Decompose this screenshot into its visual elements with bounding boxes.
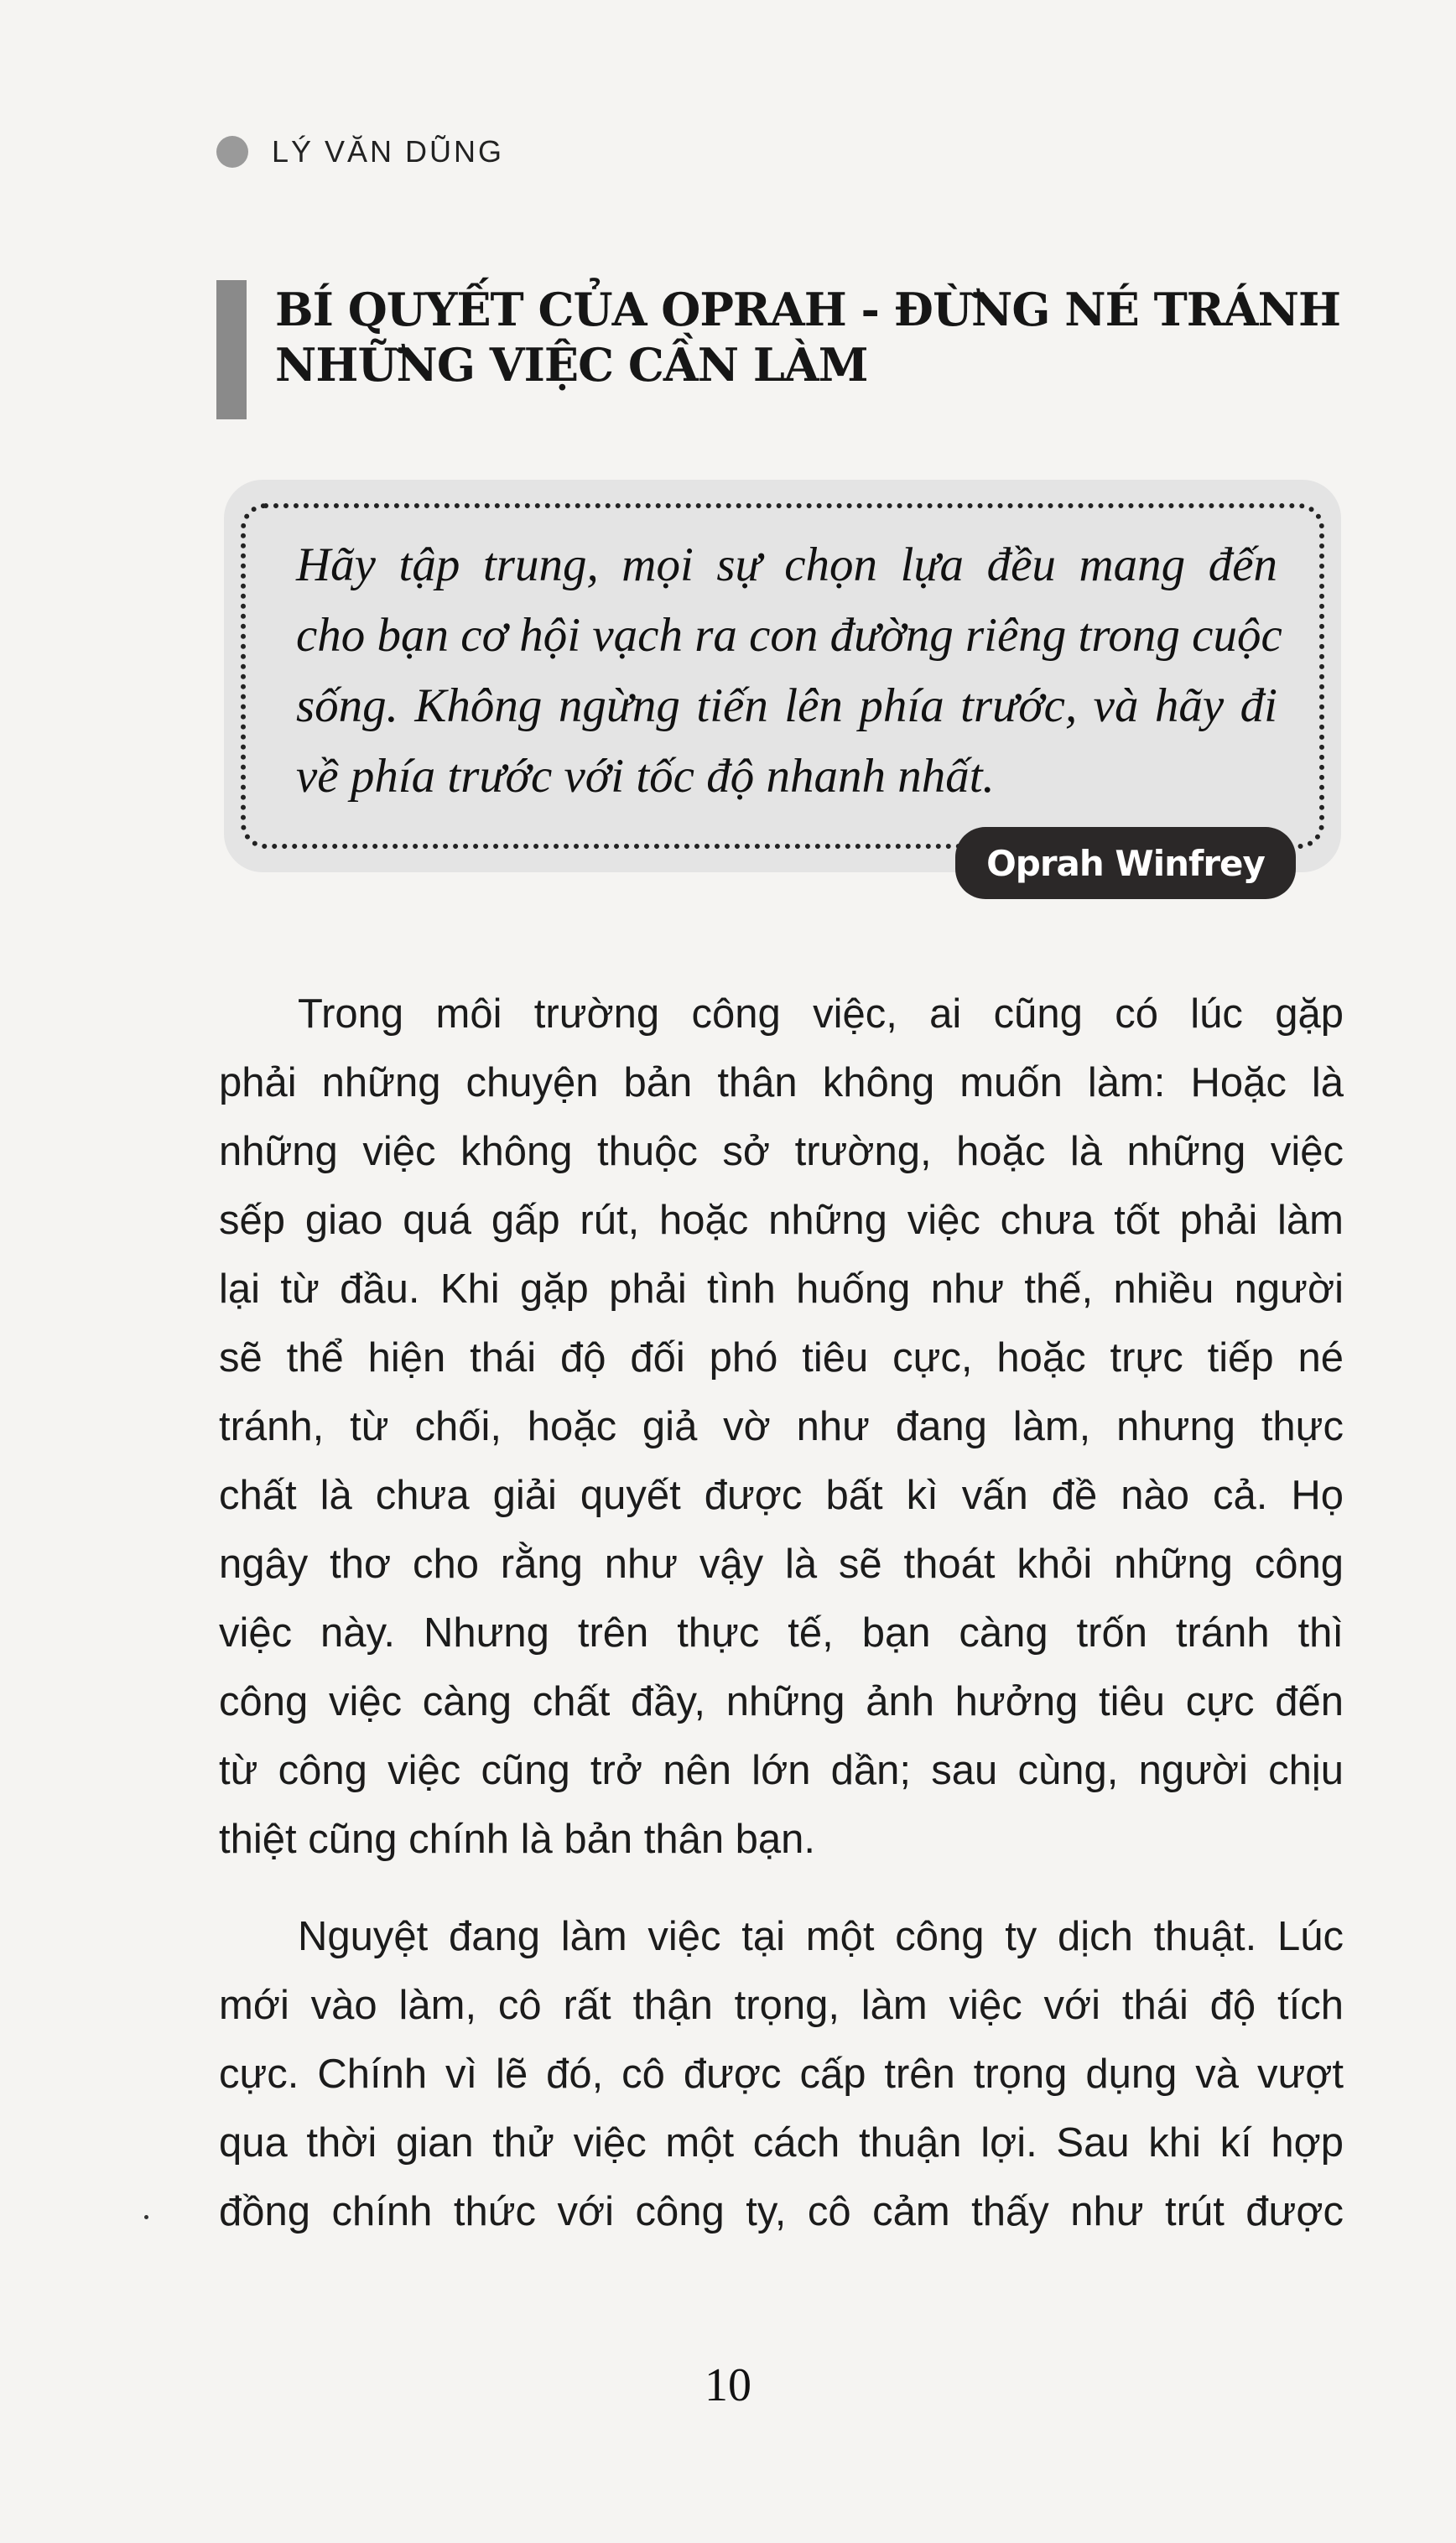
paragraph-line: Trong môi trường công việc, ai cũng có lúc gặp (298, 991, 1344, 1037)
section-title-line: NHỮNG VIỆC CẦN LÀM (275, 338, 868, 392)
paragraph-line: mới vào làm, cô rất thận trọng, làm việc với thái độ tích (219, 1983, 1344, 2028)
quote-box (224, 480, 1341, 884)
page-number: 10 (705, 2359, 751, 2411)
quote-line: cho bạn cơ hội vạch ra con đường riêng trong cuộc (296, 609, 1282, 662)
print-speck (144, 2215, 148, 2219)
paragraph-line: sẽ thể hiện thái độ đối phó tiêu cực, hoặc trực tiếp né (219, 1335, 1344, 1381)
paragraph-line: cực. Chính vì lẽ đó, cô được cấp trên trọng dụng và vượt (219, 2052, 1344, 2097)
paragraph-line: việc này. Nhưng trên thực tế, bạn càng trốn tránh thì (219, 1610, 1344, 1656)
paragraph-line: Nguyệt đang làm việc tại một công ty dịch thuật. Lúc (298, 1914, 1344, 1959)
bullet-circle-icon (216, 136, 248, 168)
title-accent-bar (216, 280, 247, 419)
paragraph-line: công việc càng chất đầy, những ảnh hưởng tiêu cực đến (219, 1679, 1344, 1724)
paragraph-line: ngây thơ cho rằng như vậy là sẽ thoát khỏi những công (219, 1542, 1344, 1587)
quote-attribution: Oprah Winfrey (955, 827, 1296, 899)
paragraph-line: lại từ đầu. Khi gặp phải tình huống như thế, nhiều người (219, 1266, 1344, 1312)
paragraph-line: sếp giao quá gấp rút, hoặc những việc chưa tốt phải làm (219, 1198, 1344, 1243)
paragraph-line: thiệt cũng chính là bản thân bạn. (219, 1817, 816, 1862)
paragraph-1 (219, 980, 1344, 1874)
author-name: LÝ VĂN DŨNG (272, 134, 505, 169)
paragraph-line: những việc không thuộc sở trường, hoặc là những việc (219, 1129, 1344, 1174)
quote-line: về phía trước với tốc độ nhanh nhất. (296, 750, 995, 803)
running-header (216, 134, 504, 169)
section-title-line: BÍ QUYẾT CỦA OPRAH - ĐỪNG NÉ TRÁNH (275, 283, 1340, 336)
quote-text (296, 530, 1282, 812)
paragraph-line: qua thời gian thử việc một cách thuận lợi. Sau khi kí hợp (219, 2120, 1344, 2166)
quote-line: Hãy tập trung, mọi sự chọn lựa đều mang đến (296, 538, 1277, 591)
paragraph-line: tránh, từ chối, hoặc giả vờ như đang làm, nhưng thực (219, 1404, 1344, 1449)
paragraph-line: từ công việc cũng trở nên lớn dần; sau cùng, người chịu (219, 1748, 1344, 1793)
quote-line: sống. Không ngừng tiến lên phía trước, và hãy đi (296, 679, 1277, 732)
paragraph-2 (219, 1902, 1344, 2246)
paragraph-line: phải những chuyện bản thân không muốn làm: Hoặc là (219, 1060, 1344, 1105)
paragraph-line: đồng chính thức với công ty, cô cảm thấy như trút được (219, 2189, 1344, 2234)
section-title (275, 282, 1340, 393)
paragraph-line: chất là chưa giải quyết được bất kì vấn đề nào cả. Họ (219, 1473, 1344, 1518)
